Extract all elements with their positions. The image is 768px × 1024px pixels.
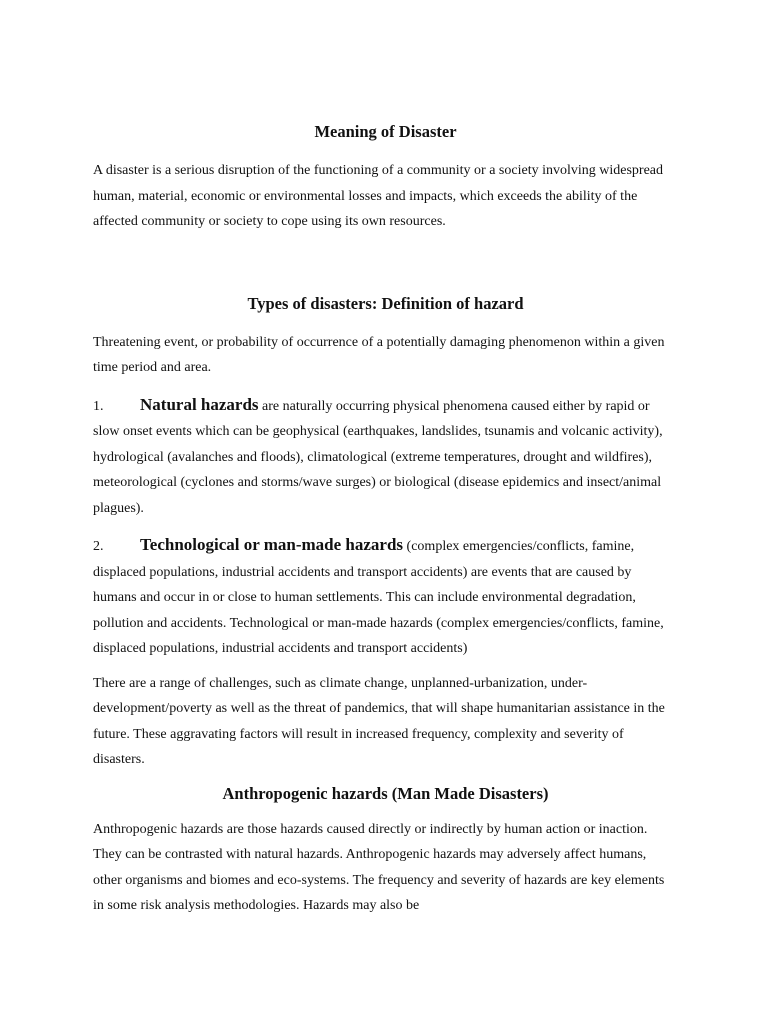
list-item-number: 2. — [93, 539, 104, 554]
heading-meaning-of-disaster: Meaning of Disaster — [314, 122, 457, 141]
list-item-technological-hazards — [93, 532, 678, 662]
paragraph-disaster-definition: A disaster is a serious disruption of the functioning of a community or a society involving widespread human, material, economic or environmental losses and impacts, which exceeds the ability of the affected community or society to cope using its own resources. — [93, 163, 664, 229]
list-item-text: (complex emergencies/conflicts, famine, displaced populations, industrial accidents and transport accidents) are events that are caused by humans and occur in or close to human settlements. This can include environmental degradation, pollution and accidents. Technological or man-made hazards (complex emergencies/conflicts, famine, displaced populations, industrial accidents and transport accidents) — [93, 539, 664, 656]
document-body — [93, 120, 678, 919]
list-item-heading: Natural hazards — [140, 394, 259, 414]
paragraph-anthropogenic-hazards: Anthropogenic hazards are those hazards caused directly or indirectly by human action or inaction. They can be contrasted with natural hazards. Anthropogenic hazards may adversely affect humans, other organisms and biomes and eco-systems. The frequency and severity of hazards are key elements in some risk analysis methodologies. Hazards may also be — [93, 821, 665, 913]
heading-anthropogenic-hazards: Anthropogenic hazards (Man Made Disasters) — [222, 783, 549, 803]
paragraph-hazard-definition: Threatening event, or probability of occurrence of a potentially damaging phenomenon within a given time period and area. — [93, 334, 665, 375]
list-item-text: are naturally occurring physical phenomena caused either by rapid or slow onset events which can be geophysical (earthquakes, landslides, tsunamis and volcanic activity), hydrological (avalanches and floods), climatological (extreme temperatures, drought and wildfires), meteorological (cyclones and storms/wave surges) or biological (disease epidemics and insect/animal plagues). — [93, 398, 663, 516]
heading-types-of-disasters: Types of disasters: Definition of hazard — [247, 293, 524, 313]
list-item-natural-hazards — [93, 392, 678, 522]
list-item-heading: Technological or man-made hazards — [140, 535, 404, 554]
list-item-number: 1. — [93, 398, 104, 414]
paragraph-challenges: There are a range of challenges, such as climate change, unplanned-urbanization, under-development/poverty as well as the threat of pandemics, that will shape humanitarian assistance in the future. These aggravating factors will result in increased frequency, complexity and severity of disasters. — [93, 675, 665, 767]
